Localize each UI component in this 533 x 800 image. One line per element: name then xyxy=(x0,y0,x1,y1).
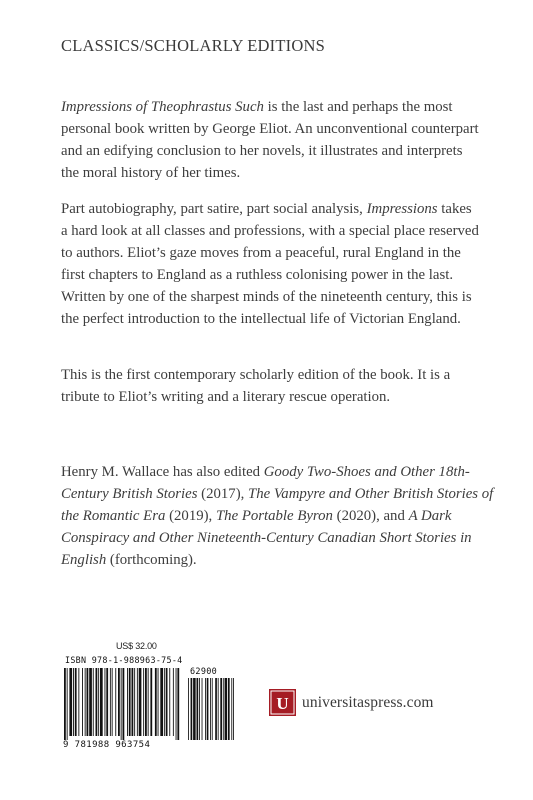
bio-title: The Portable Byron xyxy=(215,508,333,524)
bio-title: The Vampyre and Other British Stories of the Romantic Era xyxy=(61,486,494,524)
series-heading: CLASSICS/SCHOLARLY EDITIONS xyxy=(61,36,325,55)
description-text: Part autobiography, part satire, part social analysis, xyxy=(61,201,367,217)
publisher-block xyxy=(268,688,434,718)
description-paragraph-1 xyxy=(61,96,481,184)
bio-title: A Dark Conspiracy and Other Nineteenth-Century Canadian Short Stories in English xyxy=(61,508,472,568)
description-text: takes a hard look at all classes and professions, with a special place reserved to authors. Eliot’s gaze moves from a peaceful, rural England in the first chapters to England as a ruthless colonising power in the last. Written by one of the sharpest minds of the nineteenth century, this is the perfect introduction to the intellectual life of Victorian England. xyxy=(61,201,479,327)
isbn-barcode xyxy=(60,666,240,742)
book-title-italic: Impressions of Theophrastus Such xyxy=(61,99,264,115)
barcode-graphic xyxy=(60,666,240,742)
publisher-logo-letter: U xyxy=(276,694,289,713)
bio-text: (2017), xyxy=(197,486,249,502)
price-label: US$ 32.00 xyxy=(116,641,157,651)
bio-text: (2020), and xyxy=(332,508,409,524)
bio-text: (2019), xyxy=(165,508,216,524)
barcode-digits: 9 781988 963754 xyxy=(63,740,151,750)
publisher-logo xyxy=(268,688,298,718)
bio-text: (forthcoming). xyxy=(106,552,197,568)
book-short-title-italic: Impressions xyxy=(366,201,438,217)
bio-text: Henry M. Wallace has also edited xyxy=(61,464,264,480)
isbn-label: ISBN 978-1-988963-75-4 xyxy=(65,655,183,665)
description-paragraph-3: This is the first contemporary scholarly edition of the book. It is a tribute to Eliot’s writing and a literary rescue operation. xyxy=(61,367,451,405)
description-paragraph-2 xyxy=(61,198,481,330)
bio-title: Goody Two-Shoes and Other 18th-Century British Stories xyxy=(61,464,470,502)
publisher-name: universitaspress.com xyxy=(302,694,434,711)
editor-bio xyxy=(61,461,501,571)
barcode-addon-digits: 62900 xyxy=(190,667,218,677)
description-text: is the last and perhaps the most personal book written by George Eliot. An unconventional counterpart and an edifying conclusion to her novels, it illustrates and interprets the moral history of her times. xyxy=(61,99,479,181)
